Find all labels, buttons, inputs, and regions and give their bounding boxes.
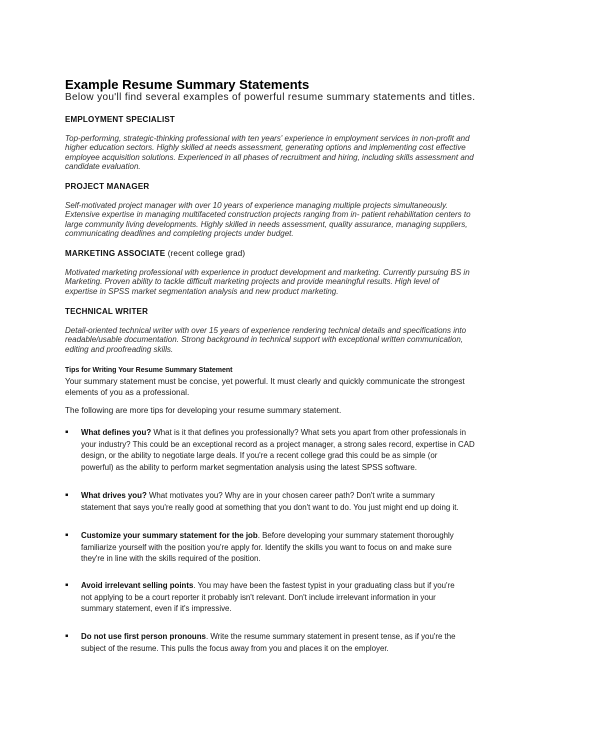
description-line: employee acquisition solutions. Experienced in all phases of recruitment and hiring, including skills assessment and [65, 152, 474, 162]
description-line: higher education sectors. Highly skilled at needs assessment, generating options and implementing cost effective [65, 143, 466, 153]
description-line: Top-performing, strategic-thinking professional with ten years' experience in employment services in non-profit and [65, 134, 470, 143]
page-subtitle: Below you'll find several examples of powerful resume summary statements and titles. [65, 92, 476, 103]
description-line: candidate evaluation. [65, 162, 141, 172]
tip-line: familiarize yourself with the position you're apply for. Identify the skills you want to focus on and make sure [81, 542, 452, 552]
bullet-square-icon: ▪ [65, 490, 69, 501]
section-title-text: TECHNICAL WRITER [65, 307, 149, 316]
tip-line [81, 631, 541, 643]
description-line: Self-motivated project manager with over 10 years of experience managing multiple projects simultaneously. [65, 201, 448, 210]
tip-bold-label: What drives you? [81, 491, 147, 500]
tip-text: What motivates you? Why are in your chosen career path? Don't write a summary [146, 491, 435, 500]
section-title-technical-writer [65, 307, 148, 316]
section-description-technical-writer [65, 326, 545, 354]
tip-line: summary statement, even if it's impressive. [81, 604, 232, 614]
section-title-text: PROJECT MANAGER [65, 182, 150, 191]
bullet-square-icon: ▪ [65, 530, 69, 541]
tip-line: statement that says you're really good at something that you don't want to do. You just might end up doing it. [81, 502, 459, 512]
tip-bold-label: Do not use first person pronouns [81, 632, 206, 641]
section-title-project-manager [65, 182, 149, 191]
description-line: expertise in SPSS market segmentation analysis and new product marketing. [65, 286, 339, 296]
section-title-text: MARKETING ASSOCIATE [65, 249, 166, 258]
description-line: communicating deadlines and completing projects under budget. [65, 229, 294, 239]
section-description-employment-specialist [65, 134, 545, 172]
description-line: Detail-oriented technical writer with over 15 years of experience rendering technical details and specifications into [65, 326, 467, 335]
tips-intro [65, 376, 545, 398]
tip-text: What is it that defines you professionally? What sets you apart from other professionals in [151, 428, 467, 437]
bullet-square-icon: ▪ [65, 580, 69, 591]
tip-line [81, 490, 541, 502]
tip-line: your industry? This could be an exceptional record as a project manager, a strong sales record, expertise in CAD [81, 439, 475, 449]
tip-bold-label: Avoid irrelevant selling points [81, 581, 194, 590]
section-description-marketing-associate [65, 268, 545, 296]
description-line: editing and proofreading skills. [65, 344, 174, 354]
section-title-text: EMPLOYMENT SPECIALIST [65, 115, 175, 124]
tip-line: they're in line with the skills required of the position. [81, 554, 261, 564]
tips-heading: Tips for Writing Your Resume Summary Statement [65, 367, 233, 374]
tip-item-avoid-irrelevant [81, 580, 541, 615]
section-title-marketing-associate [65, 249, 245, 258]
tips-intro-line: elements of you as a professional. [65, 388, 190, 397]
tips-intro-line: Your summary statement must be concise, yet powerful. It must clearly and quickly communicate the strongest [65, 377, 465, 386]
section-title-note: (recent college grad) [167, 249, 246, 258]
description-line: Extensive expertise in managing multifaceted construction projects ranging from in- patient rehabilitation centers to [65, 210, 471, 220]
section-description-project-manager [65, 201, 545, 239]
tip-line: not applying to be a court reporter it probably isn't relevant. Don't include irrelevant information in your [81, 592, 436, 602]
tip-item-no-first-person [81, 631, 541, 654]
tip-line: subject of the resume. This pulls the focus away from you and places it on the employer. [81, 643, 389, 653]
tip-line [81, 530, 541, 542]
description-line: large community living developments. Highly skilled in needs assessment, quality assurance, managing suppliers, [65, 219, 468, 229]
bullet-square-icon: ▪ [65, 427, 69, 438]
section-title-employment-specialist [65, 115, 175, 124]
tip-item-what-drives-you [81, 490, 541, 513]
tip-item-customize [81, 530, 541, 565]
tip-line [81, 427, 541, 439]
tips-lead: The following are more tips for developing your resume summary statement. [65, 406, 342, 415]
tip-text: . Write the resume summary statement in present tense, as if you're the [205, 632, 456, 641]
description-line: Motivated marketing professional with experience in product development and marketing. Currently pursuing BS in [65, 268, 470, 277]
tip-item-what-defines-you [81, 427, 541, 474]
tip-line: design, or the ability to negotiate large deals. If you're a recent college grad this could be as simple (or [81, 451, 438, 461]
tip-text: . Before developing your summary statement thoroughly [257, 531, 454, 540]
tip-bold-label: Customize your summary statement for the job [81, 531, 258, 540]
tip-bold-label: What defines you? [81, 428, 152, 437]
bullet-square-icon: ▪ [65, 631, 69, 642]
tip-line [81, 580, 541, 592]
description-line: Marketing. Proven ability to tackle difficult marketing projects and provide meaningful results. High level of [65, 277, 439, 287]
tip-line: powerful) as the ability to perform market segmentation analysis using the latest SPSS software. [81, 463, 417, 473]
description-line: readable/usable documentation. Strong background in technical support with exceptional written communication, [65, 335, 464, 345]
tip-text: . You may have been the fastest typist in your graduating class but if you're [193, 581, 455, 590]
page-title: Example Resume Summary Statements [65, 77, 310, 92]
